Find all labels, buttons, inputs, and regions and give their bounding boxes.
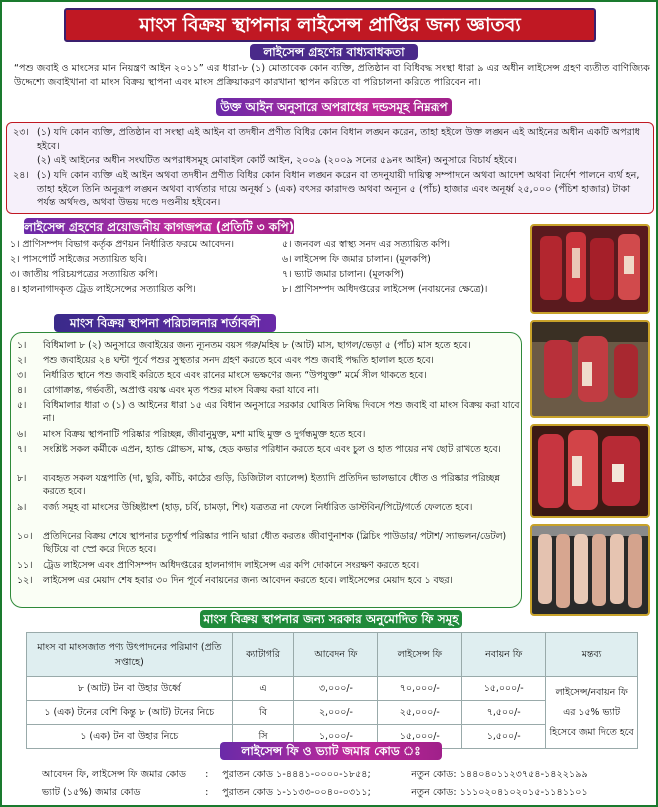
crimes-heading: উক্ত আইন অনুসারে অপরাধের দন্ডসমূহ নিম্নরূপ: [216, 98, 452, 116]
condition-item: [17, 428, 519, 442]
condition-text: ট্রেড লাইসেন্স এবং প্রাণিসম্পদ অধিদপ্তরের হালনাগাদ লাইসেন্স এর কপি দোকানে সংরক্ষণ করতে হবে।: [43, 560, 420, 571]
condition-text: সংশ্লিষ্ট সকল কর্মীকে এপ্রন, হ্যান্ড গ্লোভস, মাস্ক, হেড কভার পরিধান করতে হবে এবং চুল ও হাত পায়ের নখ ছোট রাখতে হবে।: [43, 444, 501, 455]
condition-item: [17, 339, 519, 353]
condition-text: ব্যবহৃত সকল যন্ত্রপাতি (দা, ছুরি, কাঁচি, কাঠের গুড়ি, ডিজিটাল ব্যালেন্স) ইত্যাদি প্রতিদিন ভালভাবে ধৌত ও পরিষ্কার পরিচ্ছন্ন করতে হবে।: [43, 473, 500, 498]
column-header: লাইসেন্স ফি: [378, 633, 462, 677]
meat-photo-art: [532, 322, 648, 416]
doc-item: ৬। লাইসেন্স ফি জমার চালান। (মূলকপি): [282, 254, 431, 265]
crime-item: [13, 126, 649, 154]
meat-photo: [530, 424, 650, 518]
table-cell: ২,০০০/-: [294, 701, 378, 725]
crime-text: (১) যদি কোন ব্যক্তি, প্রতিষ্ঠান বা সংস্থা এই আইন বা তদধীন প্রণীত বিধির কোন বিধান লঙ্ঘন করেন, তাহা হইলে উক্ত লঙ্ঘন এই আইনের অধীন একটি অপরাধ হইবে।: [37, 127, 641, 152]
fee-table-header: [27, 633, 638, 677]
crime-number: ২৩।: [13, 127, 29, 138]
doc-item: ৩। জাতীয় পরিচয়পত্রের সত্যায়িত কপি।: [10, 269, 158, 280]
condition-item: [17, 574, 519, 602]
condition-number: ৭।: [17, 444, 27, 455]
conditions-box: [10, 332, 522, 608]
condition-item: [17, 501, 519, 529]
condition-number: ৯।: [17, 502, 27, 513]
table-cell: ১ (এক) টনের বেশি কিন্তু ৮ (আট) টনের নিচে: [27, 701, 233, 725]
condition-item: [17, 443, 519, 471]
column-header: নবায়ন ফি: [462, 633, 546, 677]
table-cell: ৭০,০০০/-: [378, 677, 462, 701]
crimes-box: [6, 122, 654, 214]
condition-number: ১২।: [17, 575, 33, 586]
condition-number: ২।: [17, 355, 27, 366]
meat-photo-art: [532, 226, 648, 312]
condition-item: [17, 472, 519, 500]
fees-heading: মাংস বিক্রয় স্থাপনার জন্য সরকার অনুমোদিত ফি সমূহ: [200, 610, 462, 628]
crime-number: ২৪।: [13, 170, 29, 181]
meat-photo-art: [532, 426, 648, 516]
condition-text: প্রতিদিনের বিক্রয় শেষে স্থাপনার চতুর্পার্শ্ব পরিষ্কার পানি দ্বারা ধৌত করতঃ জীবাণুনাশক (ব্লিচিং পাউডার/ পটাশ/ স্যাভলন/ডেটল) ছিটিয়ে বা স্প্রে করে দিতে হবে।: [43, 531, 507, 556]
table-cell: এ: [232, 677, 294, 701]
doc-item: ১। প্রাণিসম্পদ বিভাগ কর্তৃক প্রণয়ন নির্ধারিত ফরমে আবেদন।: [10, 239, 234, 250]
condition-number: ৩।: [17, 370, 27, 381]
remark-cell: [546, 677, 638, 749]
crime-item: [13, 154, 649, 169]
column-header: মাংস বা মাংসজাত পণ্য উৎপাদনের পরিমাণ (প্রতি সপ্তাহে): [27, 633, 233, 677]
code-label: আবেদন ফি, লাইসেন্স ফি জমার কোড: [42, 769, 187, 780]
column-header: ক্যাটাগরি: [232, 633, 294, 677]
page-title: মাংস বিক্রয় স্থাপনার লাইসেন্স প্রাপ্তির জন্য জ্ঞাতব্য: [64, 8, 596, 42]
condition-item: [17, 384, 519, 398]
column-header: মন্তব্য: [546, 633, 638, 677]
condition-text: মাংস বিক্রয় স্থাপনাটি পরিষ্কার পরিচ্ছন্ন, জীবানুমুক্ত, মশা মাছি মুক্ত ও দুর্গন্ধমুক্ত হতে হবে।: [43, 429, 366, 440]
crime-text: (২) এই আইনের অধীন সংঘটিত অপরাধসমূহ মোবাইল কোর্ট আইন, ২০০৯ (২০০৯ সনের ৫৯নং আইন) অনুসারে বিচার্য হইবে।: [37, 155, 517, 166]
crime-text: (১) যদি কোন ব্যক্তি এই আইন অথবা তদধীন প্রণীত বিধির কোন বিধান লঙ্ঘন করেন বা তদনুযায়ী দায়িত্ব সম্পাদনে অথবা আদেশ অথবা নির্দেশ পালনে ব্যর্থ হন, তাহা হইলে তিনি অনুরূপ লঙ্ঘন অথবা ব্যর্থতার দায়ে অনূর্ধ্ব ১ (এক) বৎসর কারাদণ্ড অথবা অন্যূন ৫ (পাঁচ) হাজার এবং অনূর্ধ্ব ২৫,০০০ (পঁচিশ হাজার) টাকা পর্যন্ত অর্থদণ্ড, অথবা উভয় দণ্ডে দণ্ডনীয় হইবেন।: [37, 170, 640, 208]
table-cell: ১ (এক) টন বা উহার নিচে: [27, 725, 233, 749]
new-code: নতুন কোড: ১১১০২০৪১০২০১৫-১১৪১১০১: [411, 787, 588, 798]
table-cell: ১৫,০০০/-: [462, 677, 546, 701]
condition-number: ৫।: [17, 400, 27, 411]
condition-text: বিধিমালার ধারা ৩ (১) ও আইনের ধারা ১৫ এর বিধান অনুসারে সরকার ঘোষিত নিষিদ্ধ দিবসে পশু জবাই বা মাংস বিক্রয় করা যাবে না।: [43, 400, 520, 425]
mandatory-text: “পশু জবাই ও মাংসের মান নিয়ন্ত্রণ আইন ২০১১” এর ধারা-৮ (১) মোতাবেক কোন ব্যক্তি, প্রতিষ্ঠান বা বিধিবদ্ধ সংস্থা ধারা ৯ এর অধীন লাইসেন্স গ্রহণ ব্যতীত বাণিজ্যিক উদ্দেশ্যে জবাইখানা বা মাংস বিক্রয় স্থাপনা এবং মাংস প্রক্রিয়াকরণ কারখানা স্থাপন করিতে বা পরিচালনা করিতে পারিবেন না।: [14, 63, 650, 88]
condition-text: বিধিমালা ৮ (২) অনুসারে জবাইয়ের জন্য ন্যূনতম বয়স গরু/মহিষ ৮ (আট) মাস, ছাগল/ভেড়া ৫ (পাঁচ) মাস হতে হবে।: [43, 340, 471, 351]
table-cell: ৭,৫০০/-: [462, 701, 546, 725]
code-row: [42, 786, 588, 801]
condition-number: ৮।: [17, 473, 27, 484]
table-row: [27, 677, 638, 701]
table-cell: ২৫,০০০/-: [378, 701, 462, 725]
table-cell: ১৫,০০০/-: [378, 725, 462, 749]
doc-item: ৮। প্রাণিসম্পদ অধিদপ্তরের লাইসেন্স (নবায়নের ক্ষেত্রে)।: [282, 284, 488, 295]
condition-number: ১১।: [17, 560, 33, 571]
meat-photo: [530, 224, 650, 314]
condition-number: ৪।: [17, 385, 27, 396]
remark-line: হিসেবে জমা দিতে হবে: [549, 726, 634, 738]
doc-item: ৫। জনবল এর স্বাস্থ্য সনদ এর সত্যায়িত কপি।: [282, 239, 450, 250]
conditions-heading: মাংস বিক্রয় স্থাপনা পরিচালনার শর্তাবলী: [54, 314, 276, 332]
crime-item: [13, 169, 649, 211]
table-cell: বি: [232, 701, 294, 725]
column-header: আবেদন ফি: [294, 633, 378, 677]
old-code: পুরাতন কোড ১-১১৩৩-০০৪০-০৩১১;: [222, 787, 371, 798]
docs-list: [6, 234, 518, 310]
remark-line: লাইসেন্স/নবায়ন ফি: [555, 686, 628, 698]
meat-photo-art: [532, 526, 648, 614]
meat-photo: [530, 524, 650, 616]
code-separator: :: [205, 787, 209, 798]
mandatory-heading: লাইসেন্স গ্রহণের বাধ্যবাধকতা: [250, 44, 418, 60]
condition-text: লাইসেন্স এর মেয়াদ শেষ হবার ৩০ দিন পূর্বে নবায়নের জন্য আবেদন করতে হবে। লাইসেন্সের মেয়াদ হবে ১ বছর।: [43, 575, 453, 586]
condition-item: [17, 559, 519, 573]
condition-item: [17, 354, 519, 368]
table-cell: সি: [232, 725, 294, 749]
condition-text: নির্ধারিত স্থানে পশু জবাই করিতে হবে এবং রানের মাংসে ভক্ষণের জন্য “উপযুক্ত” মর্মে সীল থাকতে হবে।: [43, 370, 427, 381]
code-label: ভ্যাট (১৫%) জমার কোড: [42, 787, 141, 798]
new-code: নতুন কোড: ১৪৪০৪০১১২৩৭৫৪-১৪২২১৯৯: [411, 769, 588, 780]
doc-item: ৭। ভ্যাট জমার চালান। (মূলকপি): [282, 269, 404, 280]
doc-item: ২। পাসপোর্ট সাইজের সত্যায়িত ছবি।: [10, 254, 147, 265]
condition-item: [17, 369, 519, 383]
condition-text: পশু জবাইয়ের ২৪ ঘন্টা পূর্বে পশুর সুস্থতার সনদ গ্রহণ করতে হবে এবং পশু জবাই পদ্ধতি হালাল হতে হবে।: [43, 355, 434, 366]
condition-number: ১০।: [17, 531, 33, 542]
docs-heading: লাইসেন্স গ্রহণের প্রয়োজনীয় কাগজপত্র (প্রতিটি ৩ কপি): [24, 220, 294, 234]
old-code: পুরাতন কোড ১-৪৪৪১-০০০০-১৮৫৪;: [222, 769, 371, 780]
code-row: [42, 768, 588, 783]
code-separator: :: [205, 769, 209, 780]
meat-photo: [530, 320, 650, 418]
table-cell: ৩,০০০/-: [294, 677, 378, 701]
table-cell: ১,৫০০/-: [462, 725, 546, 749]
remark-line: এর ১৫% ভ্যাট: [563, 706, 620, 718]
condition-item: [17, 530, 519, 558]
condition-item: [17, 399, 519, 427]
condition-text: বর্জ্য সমূহ বা মাংসের উচ্ছিষ্টাংশ (হাড়, চর্বি, চামড়া, শিং) যত্রতত্র না ফেলে নির্ধারিত ডাস্টবিন/পিটে/গর্তে ফেলতে হবে।: [43, 502, 473, 513]
table-cell: ৮ (আট) টন বা উহার উর্ধ্বে: [27, 677, 233, 701]
condition-number: ১।: [17, 340, 27, 351]
fee-table: [26, 632, 638, 749]
condition-text: রোগাক্রান্ত, গর্ভবতী, অপ্রাপ্ত বয়স্ক এবং মৃত পশুর মাংস বিক্রয় করা যাবে না।: [43, 385, 319, 396]
codes-heading: লাইসেন্স ফি ও ভ্যাট জমার কোড ঃ: [220, 742, 442, 760]
condition-number: ৬।: [17, 429, 27, 440]
table-cell: ১,০০০/-: [294, 725, 378, 749]
doc-item: ৪। হালনাগাদকৃত ট্রেড লাইসেন্সের সত্যায়িত কপি।: [10, 284, 196, 295]
